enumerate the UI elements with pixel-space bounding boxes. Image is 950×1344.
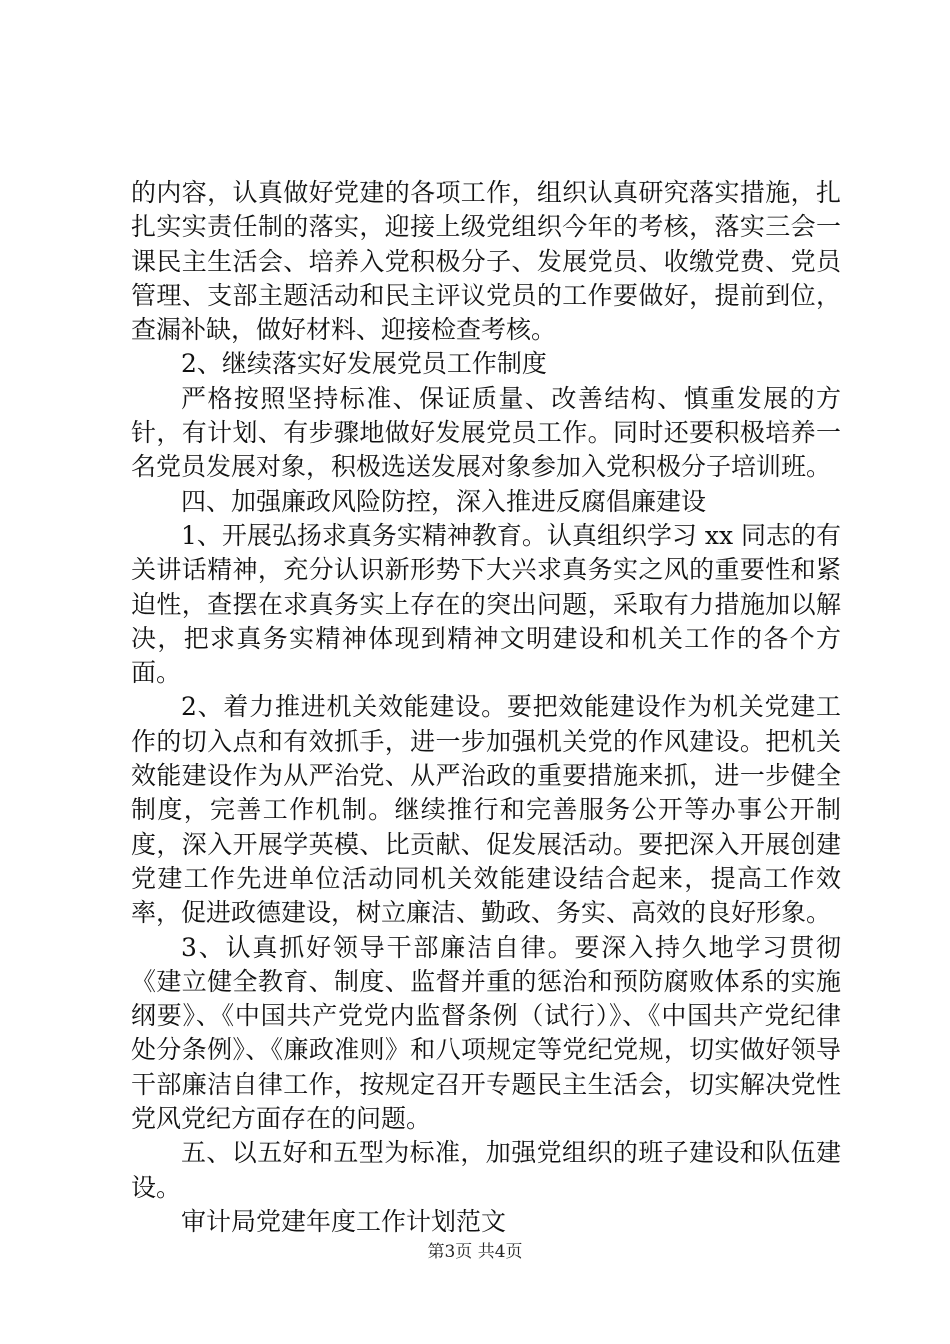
paragraph-efficiency-building: 2、着力推进机关效能建设。要把效能建设作为机关党建工作的切入点和有效抓手，进一步加强机关党的作风建设。把机关效能建设作为从严治党、从严治政的重要措施来抓，进一步健全制度，完善工作机制。继续推行和完善服务公开等办事公开制度，深入开展学英模、比贡献、促发展活动。要把深入开展创建党建工作先进单位活动同机关效能建设结合起来，提高工作效率，促进政德建设，树立廉洁、勤政、务实、高效的良好形象。 (131, 692, 841, 928)
page-number-footer: 第3页 共4页 (427, 1242, 523, 1262)
document-title-line: 审计局党建年度工作计划范文 (181, 1206, 507, 1236)
paragraph-clean-leadership: 3、认真抓好领导干部廉洁自律。要深入持久地学习贯彻《建立健全教育、制度、监督并重的惩治和预防腐败体系的实施纲要》、《中国共产党党内监督条例（试行）》、《中国共产党纪律处分条例》、《廉政准则》和八项规定等党纪党规，切实做好领导干部廉洁自律工作，按规定召开专题民主生活会，切实解决党性党风党纪方面存在的问题。 (131, 932, 841, 1134)
paragraph-develop-members: 严格按照坚持标准、保证质量、改善结构、慎重发展的方针，有计划、有步骤地做好发展党员工作。同时还要积极培养一名党员发展对象，积极选送发展对象参加入党积极分子培训班。 (131, 383, 841, 482)
subheading-develop-members: 2、继续落实好发展党员工作制度 (181, 349, 547, 379)
section-heading-anticorruption: 四、加强廉政风险防控，深入推进反腐倡廉建设 (181, 486, 707, 516)
paragraph-pragmatic-spirit: 1、开展弘扬求真务实精神教育。认真组织学习 xx 同志的有关讲话精神，充分认识新形势下大兴求真务实之风的重要性和紧迫性，查摆在求真务实上存在的突出问题，采取有力措施加以解决，把求真务实精神体现到精神文明建设和机关工作的各个方面。 (131, 520, 841, 688)
paragraph-continuation: 的内容，认真做好党建的各项工作，组织认真研究落实措施，扎扎实实责任制的落实，迎接上级党组织今年的考核，落实三会一课民主生活会、培养入党积极分子、发展党员、收缴党费、党员管理、支部主题活动和民主评议党员的工作要做好，提前到位，查漏补缺，做好材料、迎接检查考核。 (131, 178, 841, 345)
section-heading-five-standards: 五、以五好和五型为标准，加强党组织的班子建设和队伍建设。 (131, 1138, 841, 1202)
document-body (131, 176, 841, 1239)
